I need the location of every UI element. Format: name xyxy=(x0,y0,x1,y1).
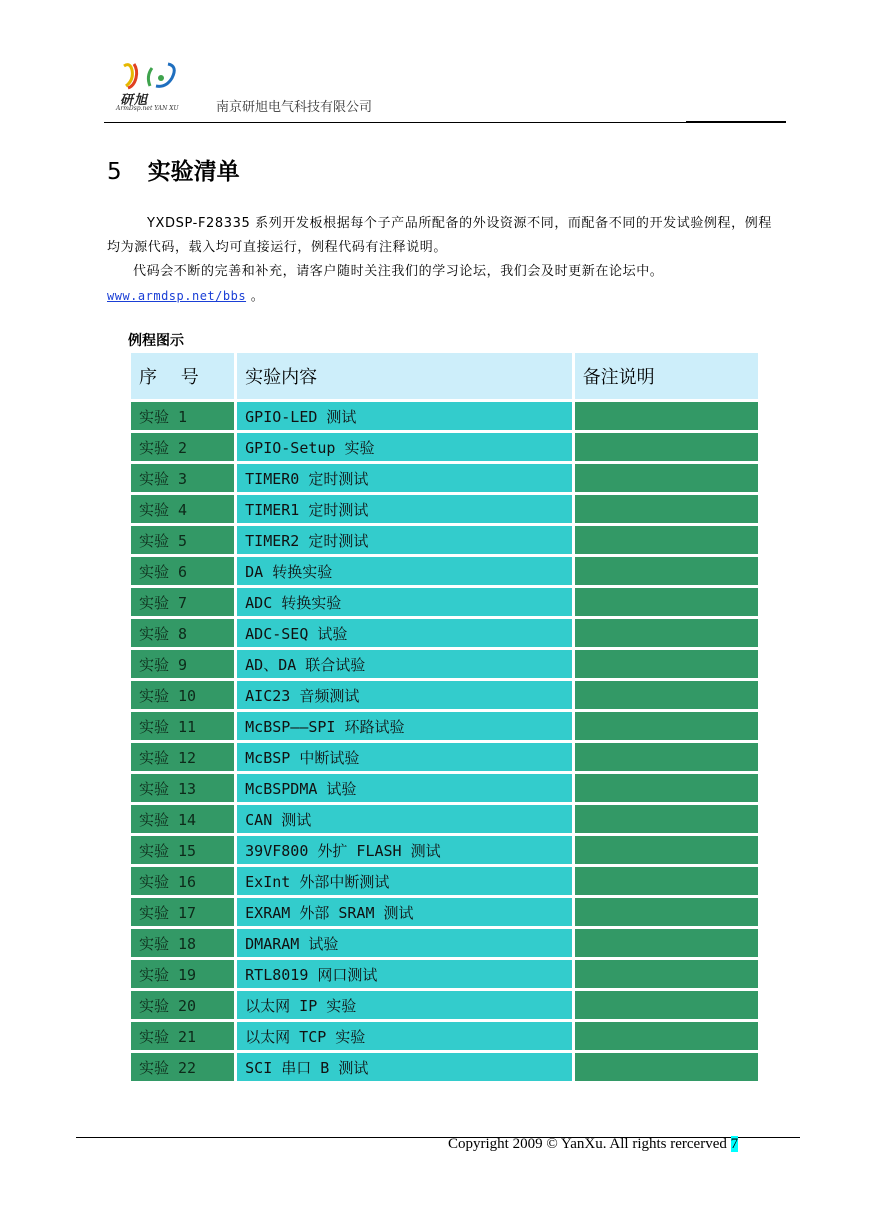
link-suffix: 。 xyxy=(246,289,265,304)
table-row xyxy=(131,960,758,988)
cell-number: 实验 22 xyxy=(131,1053,234,1081)
table-row xyxy=(131,929,758,957)
cell-content: 以太网 TCP 实验 xyxy=(237,1022,572,1050)
cell-content: 以太网 IP 实验 xyxy=(237,991,572,1019)
cell-number: 实验 12 xyxy=(131,743,234,771)
cell-notes xyxy=(575,991,758,1019)
cell-notes xyxy=(575,402,758,430)
cell-notes xyxy=(575,805,758,833)
cell-notes xyxy=(575,712,758,740)
cell-notes xyxy=(575,898,758,926)
cell-number: 实验 14 xyxy=(131,805,234,833)
table-header-row xyxy=(131,353,758,399)
cell-content: McBSP——SPI 环路试验 xyxy=(237,712,572,740)
page-header xyxy=(104,58,786,124)
cell-content: RTL8019 网口测试 xyxy=(237,960,572,988)
cell-number: 实验 21 xyxy=(131,1022,234,1050)
table-row xyxy=(131,898,758,926)
cell-notes xyxy=(575,650,758,678)
header-divider xyxy=(104,122,786,123)
cell-notes xyxy=(575,960,758,988)
cell-number: 实验 5 xyxy=(131,526,234,554)
table-row xyxy=(131,743,758,771)
logo-subtext: ArmDsp.net YAN XU xyxy=(116,105,179,112)
copyright-text: Copyright 2009 © YanXu. All rights rercerved xyxy=(448,1136,731,1152)
cell-notes xyxy=(575,1022,758,1050)
cell-number: 实验 16 xyxy=(131,867,234,895)
table-row xyxy=(131,805,758,833)
section-number: 5 xyxy=(107,159,122,185)
cell-content: GPIO-LED 测试 xyxy=(237,402,572,430)
section-title: 实验清单 xyxy=(147,159,240,185)
cell-number: 实验 4 xyxy=(131,495,234,523)
cell-notes xyxy=(575,433,758,461)
cell-notes xyxy=(575,495,758,523)
header-divider-accent xyxy=(686,121,786,123)
copyright-notice xyxy=(448,1136,738,1153)
table-caption: 例程图示 xyxy=(128,333,184,349)
header-number: 序 号 xyxy=(131,353,234,399)
table-row xyxy=(131,1022,758,1050)
cell-content: McBSPDMA 试验 xyxy=(237,774,572,802)
cell-content: TIMER2 定时测试 xyxy=(237,526,572,554)
cell-notes xyxy=(575,464,758,492)
table-row xyxy=(131,836,758,864)
cell-notes xyxy=(575,619,758,647)
section-heading xyxy=(107,153,240,186)
cell-number: 实验 6 xyxy=(131,557,234,585)
cell-content: TIMER1 定时测试 xyxy=(237,495,572,523)
cell-content: AIC23 音频测试 xyxy=(237,681,572,709)
cell-content: ExInt 外部中断测试 xyxy=(237,867,572,895)
table-row xyxy=(131,681,758,709)
cell-content: ADC-SEQ 试验 xyxy=(237,619,572,647)
cell-notes xyxy=(575,526,758,554)
cell-number: 实验 2 xyxy=(131,433,234,461)
table-row xyxy=(131,557,758,585)
cell-number: 实验 9 xyxy=(131,650,234,678)
experiment-table xyxy=(128,350,761,1084)
table-row xyxy=(131,619,758,647)
intro-paragraph: YXDSP-F28335 系列开发板根据每个子产品所配备的外设资源不同，而配备不同的开发试验例程，例程均为源代码，载入均可直接运行，例程代码有注释说明。 xyxy=(107,216,772,255)
cell-content: DMARAM 试验 xyxy=(237,929,572,957)
cell-notes xyxy=(575,588,758,616)
company-name: 南京研旭电气科技有限公司 xyxy=(216,100,373,115)
cell-content: TIMER0 定时测试 xyxy=(237,464,572,492)
cell-notes xyxy=(575,681,758,709)
table-row xyxy=(131,526,758,554)
cell-number: 实验 8 xyxy=(131,619,234,647)
cell-number: 实验 13 xyxy=(131,774,234,802)
cell-number: 实验 17 xyxy=(131,898,234,926)
cell-number: 实验 3 xyxy=(131,464,234,492)
cell-content: SCI 串口 B 测试 xyxy=(237,1053,572,1081)
page-number: 7 xyxy=(730,1136,739,1152)
cell-content: CAN 测试 xyxy=(237,805,572,833)
cell-content: DA 转换实验 xyxy=(237,557,572,585)
cell-notes xyxy=(575,836,758,864)
cell-content: 39VF800 外扩 FLASH 测试 xyxy=(237,836,572,864)
cell-content: ADC 转换实验 xyxy=(237,588,572,616)
cell-number: 实验 1 xyxy=(131,402,234,430)
table-row xyxy=(131,1053,758,1081)
cell-notes xyxy=(575,557,758,585)
table-row xyxy=(131,991,758,1019)
cell-number: 实验 10 xyxy=(131,681,234,709)
cell-content: AD、DA 联合试验 xyxy=(237,650,572,678)
table-row xyxy=(131,402,758,430)
cell-content: GPIO-Setup 实验 xyxy=(237,433,572,461)
header-notes: 备注说明 xyxy=(575,353,758,399)
cell-content: McBSP 中断试验 xyxy=(237,743,572,771)
table-row xyxy=(131,588,758,616)
table-row xyxy=(131,495,758,523)
forum-link[interactable]: www.armdsp.net/bbs xyxy=(107,289,247,303)
cell-content: EXRAM 外部 SRAM 测试 xyxy=(237,898,572,926)
cell-number: 实验 20 xyxy=(131,991,234,1019)
table-row xyxy=(131,867,758,895)
cell-number: 实验 7 xyxy=(131,588,234,616)
cell-notes xyxy=(575,867,758,895)
update-paragraph xyxy=(107,260,783,309)
cell-notes xyxy=(575,1053,758,1081)
cell-notes xyxy=(575,743,758,771)
table-row xyxy=(131,650,758,678)
table-row xyxy=(131,712,758,740)
cell-notes xyxy=(575,774,758,802)
table-row xyxy=(131,433,758,461)
header-content: 实验内容 xyxy=(237,353,572,399)
update-text: 代码会不断的完善和补充，请客户随时关注我们的学习论坛，我们会及时更新在论坛中。 xyxy=(133,264,664,279)
cell-number: 实验 18 xyxy=(131,929,234,957)
table-row xyxy=(131,774,758,802)
table-row xyxy=(131,464,758,492)
cell-number: 实验 19 xyxy=(131,960,234,988)
logo-text: 研旭 xyxy=(120,93,149,108)
cell-notes xyxy=(575,929,758,957)
cell-number: 实验 15 xyxy=(131,836,234,864)
cell-number: 实验 11 xyxy=(131,712,234,740)
